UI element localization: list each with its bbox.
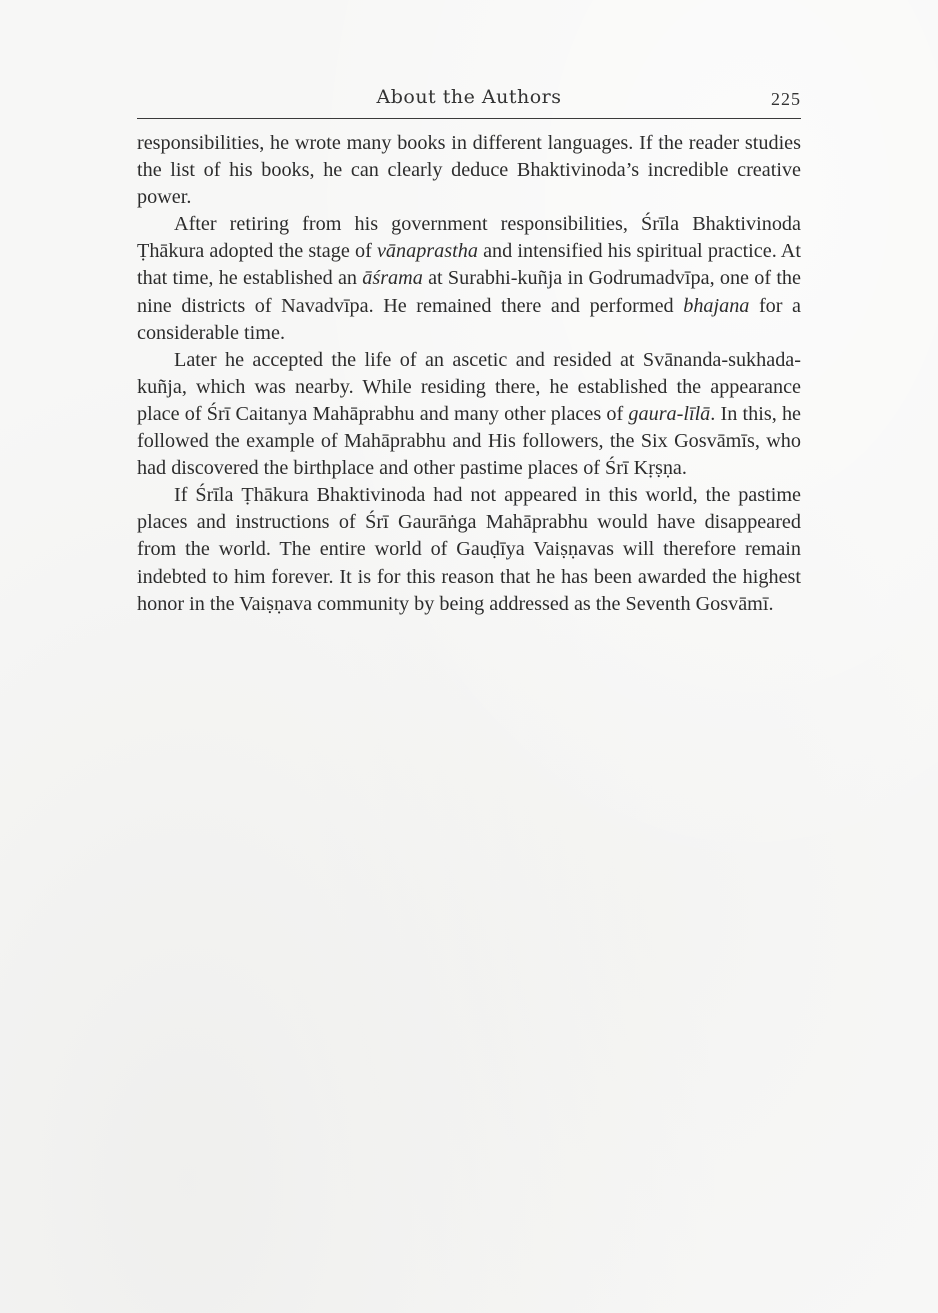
paragraph-3-text-2: . In this, he followed the example of Mahāprabhu and His followers, the Six Gosvāmīs, who had discovered the birthplace and other pastime places of Śrī Kṛṣṇa. bbox=[137, 402, 801, 480]
term-bhajana: bhajana bbox=[683, 294, 750, 317]
term-asrama: āśrama bbox=[362, 267, 423, 290]
paragraph-2-text-3: at Surabhi-kuñja in Godrumadvīpa, one of the nine districts of Navadvīpa. He remained there and performed bbox=[137, 267, 801, 317]
page-number: 225 bbox=[771, 89, 801, 109]
term-vanaprastha: vānaprastha bbox=[376, 240, 478, 263]
running-header bbox=[137, 84, 801, 119]
paragraph-2-text-4: for a considerable time. bbox=[137, 294, 802, 344]
paragraph-4: If Śrīla Ṭhākura Bhaktivinoda had not appeared in this world, the pastime places and instructions of Śrī Gaurāṅga Mahāprabhu would have disappeared from the world. The entire world of Gauḍīya Vaiṣṇavas will therefore remain indebted to him forever. It is for this reason that he has been awarded the highest honor in the Vaiṣṇava community by being addressed as the Seventh Gosvāmī. bbox=[137, 484, 801, 615]
paragraph-3 bbox=[137, 347, 801, 482]
paragraph-1: responsibilities, he wrote many books in different languages. If the reader studies the list of his books, he can clearly deduce Bhaktivinoda’s incredible creative power. bbox=[137, 132, 801, 209]
paragraph-2 bbox=[137, 211, 801, 346]
paragraph-2-text-2: and intensified his spiritual practice. At that time, he established an bbox=[137, 240, 801, 290]
paragraph-2-text-1: After retiring from his government responsibilities, Śrīla Bhaktivinoda Ṭhākura adopted the stage of bbox=[137, 213, 801, 263]
running-title: About the Authors bbox=[376, 86, 562, 108]
paragraph-3-text-1: Later he accepted the life of an ascetic and resided at Svānanda-sukhada-kuñja, which was nearby. While residing there, he established the appearance place of Śrī Caitanya Mahāprabhu and many other places of bbox=[137, 348, 801, 425]
term-gaura-lila: gaura-līlā bbox=[628, 402, 711, 425]
body-text bbox=[137, 130, 801, 618]
